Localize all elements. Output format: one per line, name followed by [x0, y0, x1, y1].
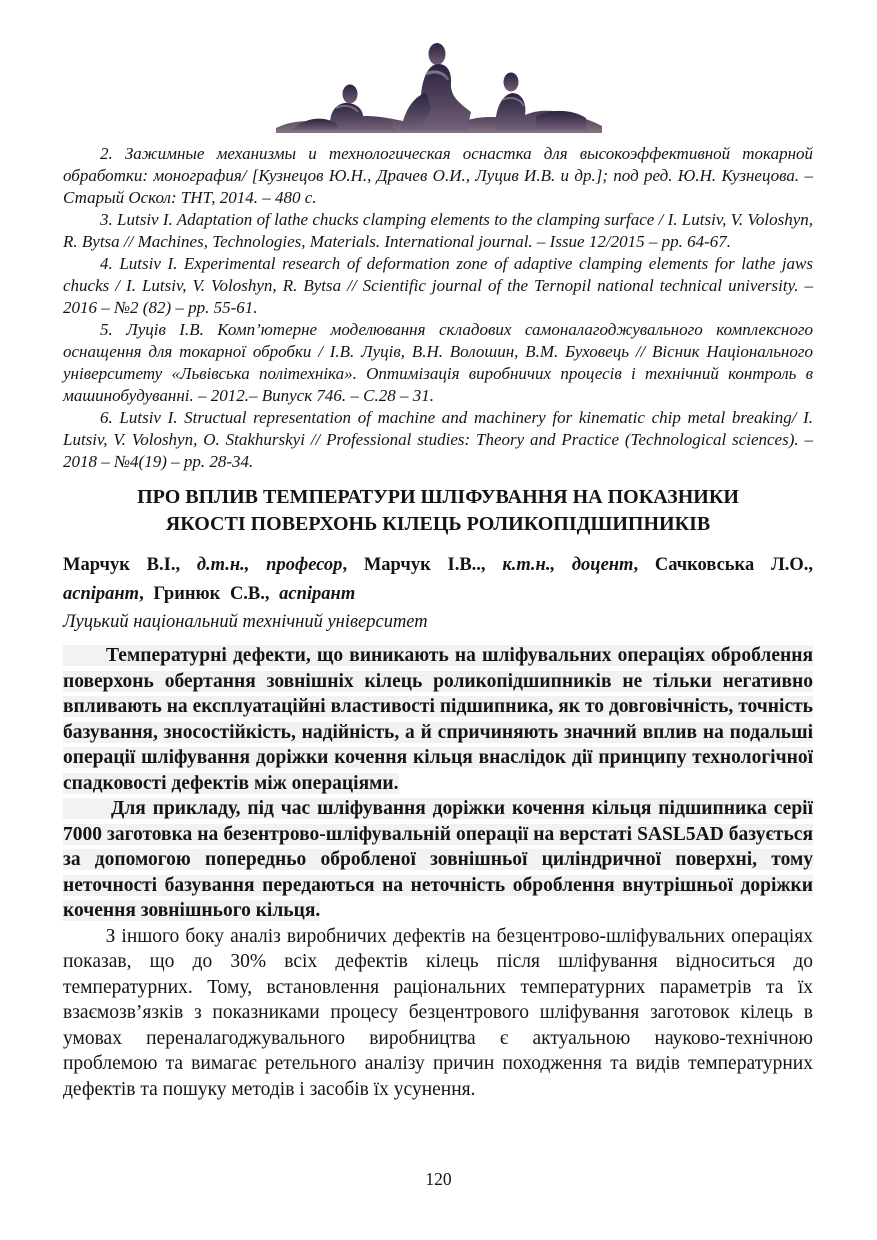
- classical-sculpture-icon: [274, 38, 604, 134]
- article-body: [63, 643, 813, 1102]
- article-title-line: ЯКОСТІ ПОВЕРХОНЬ КІЛЕЦЬ РОЛИКОПІДШИПНИКІВ: [165, 513, 711, 535]
- references-list: [63, 143, 813, 473]
- reference-item: 6. Lutsiv I. Structual representation of machine and machinery for kinematic chip metal breaking/ I. Lutsiv, V. Voloshyn, O. Stakhurskyi // Professional studies: Theory and Practice (Technological sciences). – 2018 – №4(19) – pp. 28-34.: [63, 408, 813, 471]
- body-paragraph: [63, 643, 813, 796]
- authors-line: [63, 551, 813, 609]
- author-name: ,: [633, 555, 655, 575]
- paragraph-text: З іншого боку аналіз виробничих дефектів на безцентрово-шліфувальних операціях показав, що до 30% всіх дефектів кілець після шліфування відноситься до температурних. Тому, встановлення раціональних температурних параметрів та їх взаємозв’язків з показниками процесу безцентрового шліфування заготовок кілець в умовах переналагоджувального виробництва є актуальною науково-технічною проблемою та вимагає ретельного аналізу причин походження та видів температурних дефектів та пошуку методів і засобів їх усунення.: [63, 925, 813, 1100]
- page-number: 120: [425, 1169, 452, 1189]
- author-name: Марчук В.І.,: [63, 555, 197, 575]
- body-paragraph: [63, 796, 813, 924]
- reference-item: 5. Луців І.В. Комп’ютерне моделювання складових самоналагоджувального комплексного оснащення для токарної обробки / І.В. Луців, В.Н. Волошин, В.М. Буховець // Вісник Національного університету «Львівська політехніка». Оптимізація виробничих процесів і технічний контроль в машинобудуванні. – 2012.– Випуск 746. – С.28 – 31.: [63, 320, 813, 405]
- reference-item: 4. Lutsiv I. Experimental research of deformation zone of adaptive clamping elements for lathe jaws chucks / I. Lutsiv, V. Voloshyn, R. Bytsa // Scientific journal of the Ternopil national technical university. – 2016 – №2 (82) – pp. 55-61.: [63, 254, 813, 317]
- header-sculpture-image: [274, 38, 604, 134]
- text-column: [0, 143, 877, 1102]
- reference-item: 3. Lutsiv I. Adaptation of lathe chucks clamping elements to the clamping surface / I. Lutsiv, V. Voloshyn, R. Bytsa // Machines, Technologies, Materials. International journal. – Issue 12/2015 – pp. 64-67.: [63, 210, 813, 251]
- article-title: [63, 484, 813, 538]
- author-degree: аспірант: [63, 584, 140, 604]
- highlighted-text: Температурні дефекти, що виникають на шліфувальних операціях оброблення поверхонь обертання зовнішніх кілець роликопідшипників не тільки негативно впливають на експлуатаційні властивості підшипника, як то довговічність, точність базування, зносостійкість, надійність, а й спричиняють значний вплив на подальші операції шліфування доріжки кочення кільця внаслідок дії принципу технологічної спадковості дефектів між операціями.: [63, 645, 813, 794]
- author-degree: к.т.н., доцент: [502, 555, 634, 575]
- affiliation: Луцький національний технічний університет: [63, 612, 428, 632]
- article-title-line: ПРО ВПЛИВ ТЕМПЕРАТУРИ ШЛІФУВАННЯ НА ПОКАЗНИКИ: [137, 486, 739, 508]
- author-name: Марчук І.В..,: [363, 555, 503, 575]
- author-name: Гринюк С.В.,: [153, 584, 280, 604]
- author-name: ,: [342, 555, 364, 575]
- author-degree: аспірант: [279, 584, 356, 604]
- highlighted-text: Для прикладу, під час шліфування доріжки кочення кільця підшипника серії 7000 заготовка на безентрово-шліфувальній операції на верстаті SASL5AD базується за допомогою попередньо обробленої зовнішньої циліндричної поверхні, тому неточності базування передаються на неточність оброблення внутрішньої доріжки кочення зовнішнього кільця.: [63, 798, 813, 921]
- reference-item: 2. Зажимные механизмы и технологическая оснастка для высокоэффективной токарной обработки: монография/ [Кузнецов Ю.Н., Драчев О.И., Луцив И.В. и др.]; под ред. Ю.Н. Кузнецова. – Старый Оскол: ТНТ, 2014. – 480 с.: [63, 144, 813, 207]
- author-name: ,: [139, 584, 154, 604]
- body-paragraph: [63, 924, 813, 1103]
- author-degree: д.т.н., професор: [196, 555, 343, 575]
- author-name: Сачковська Л.О.,: [654, 555, 814, 575]
